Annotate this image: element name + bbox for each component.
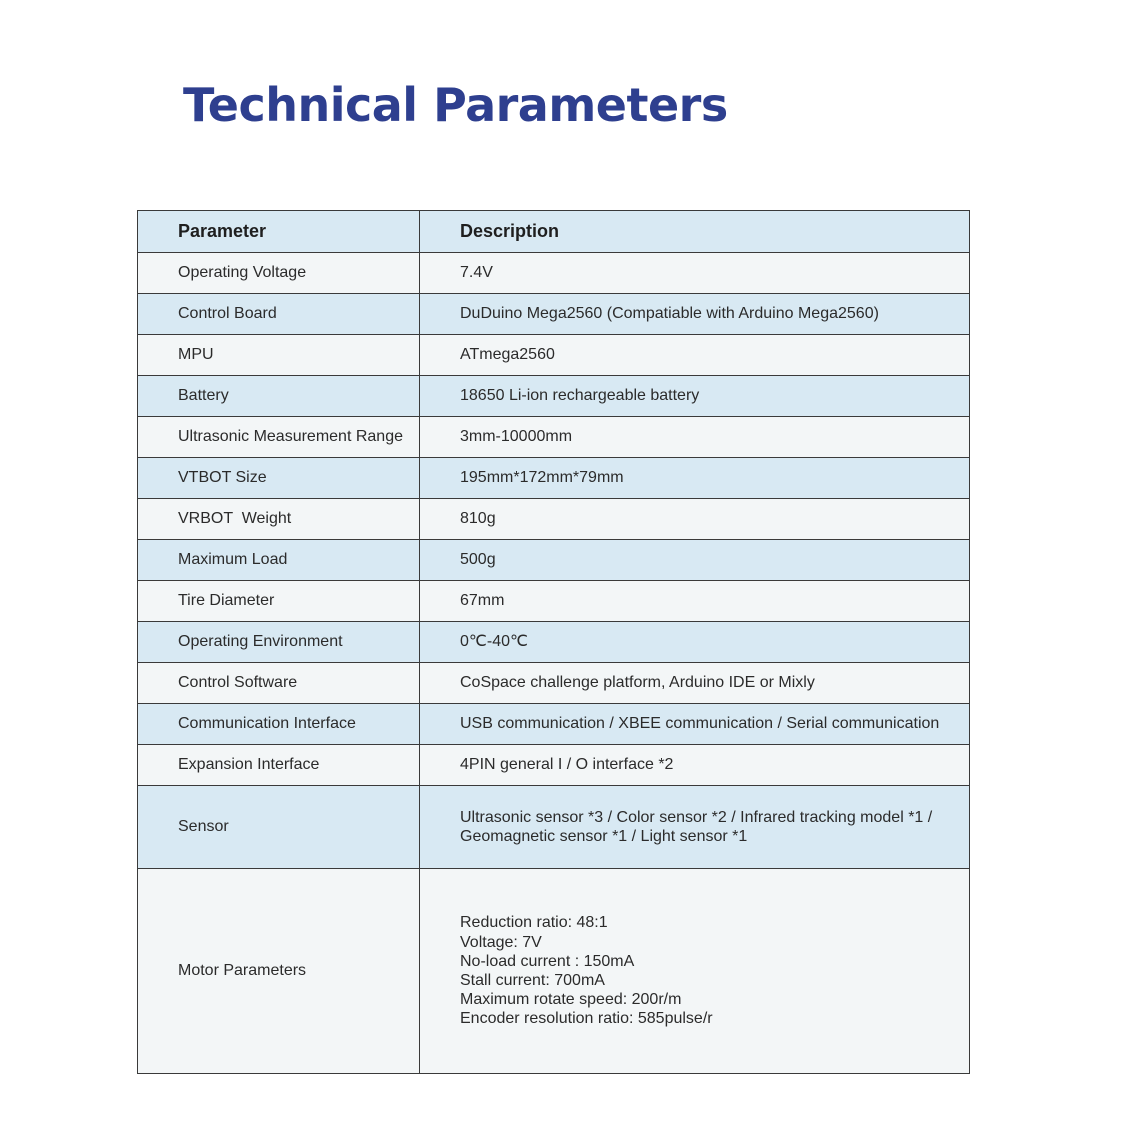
parameter-cell: VRBOT Weight [138,499,420,540]
table-header-row [138,211,970,253]
parameter-cell: Maximum Load [138,540,420,581]
motor-line: Reduction ratio: 48:1 [460,914,608,932]
parameter-cell: Control Board [138,294,420,335]
table-row [138,458,970,499]
parameter-cell: Motor Parameters [138,869,420,1074]
description-cell: 500g [420,540,970,581]
description-cell: CoSpace challenge platform, Arduino IDE or Mixly [420,663,970,704]
parameter-cell: Tire Diameter [138,581,420,622]
motor-line: Voltage: 7V [460,933,542,951]
description-cell: 810g [420,499,970,540]
parameter-cell: Operating Environment [138,622,420,663]
table-row [138,663,970,704]
parameter-cell: Communication Interface [138,704,420,745]
table-row [138,704,970,745]
parameter-cell: Sensor [138,786,420,869]
parameter-cell: Battery [138,376,420,417]
table-row [138,335,970,376]
parameter-cell: Ultrasonic Measurement Range [138,417,420,458]
table-row [138,253,970,294]
description-cell [420,869,970,1074]
table-row [138,499,970,540]
sensor-line: Ultrasonic sensor *3 / Color sensor *2 / Infrared tracking model *1 / [460,808,933,826]
parameter-cell: Control Software [138,663,420,704]
header-parameter: Parameter [138,211,420,253]
description-cell: ATmega2560 [420,335,970,376]
table-row [138,376,970,417]
motor-line: Stall current: 700mA [460,972,605,989]
description-cell: 18650 Li-ion rechargeable battery [420,376,970,417]
description-cell: 7.4V [420,253,970,294]
description-cell: 0℃-40℃ [420,622,970,663]
description-cell: USB communication / XBEE communication / Serial communication [420,704,970,745]
description-cell [420,786,970,869]
table-row [138,622,970,663]
page-title: Technical Parameters [183,78,728,132]
description-cell: 67mm [420,581,970,622]
sensor-line: Geomagnetic sensor *1 / Light sensor *1 [460,828,748,845]
motor-line: Maximum rotate speed: 200r/m [460,991,682,1009]
table-row [138,417,970,458]
parameter-cell: MPU [138,335,420,376]
table-row-sensor [138,786,970,869]
parameters-table [137,210,970,1074]
description-cell: 3mm-10000mm [420,417,970,458]
parameter-cell: VTBOT Size [138,458,420,499]
motor-line: Encoder resolution ratio: 585pulse/r [460,1010,713,1028]
description-cell: DuDuino Mega2560 (Compatiable with Arduino Mega2560) [420,294,970,335]
table-row [138,540,970,581]
description-cell: 195mm*172mm*79mm [420,458,970,499]
motor-line: No-load current : 150mA [460,952,635,970]
table-row [138,581,970,622]
table-row-motor [138,869,970,1074]
parameter-cell: Operating Voltage [138,253,420,294]
table-row [138,294,970,335]
description-cell: 4PIN general I / O interface *2 [420,745,970,786]
table-row [138,745,970,786]
parameter-cell: Expansion Interface [138,745,420,786]
header-description: Description [420,211,970,253]
